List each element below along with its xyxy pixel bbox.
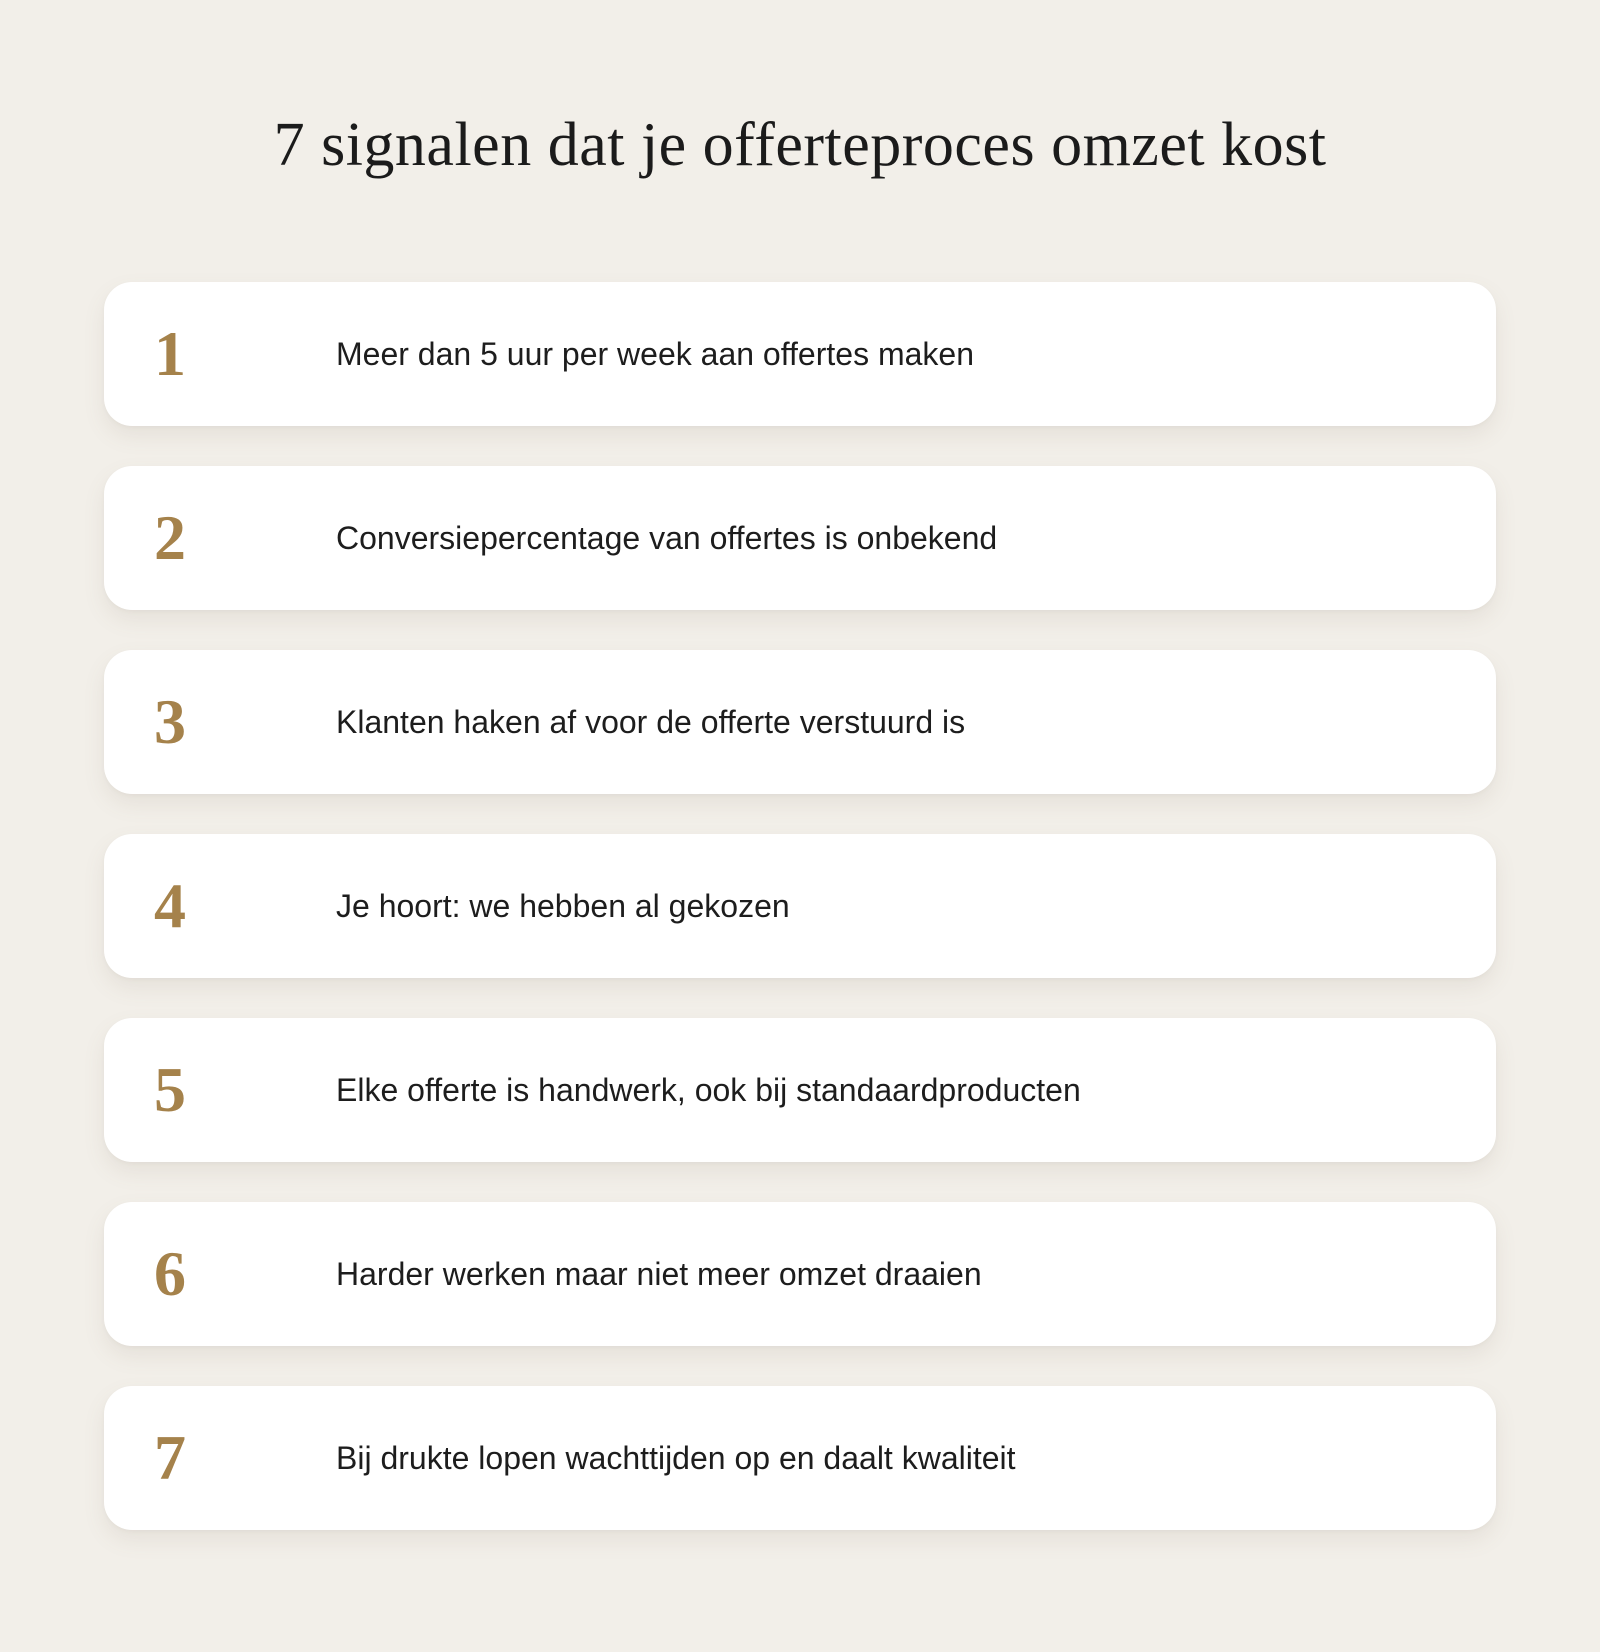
signal-card-6: [104, 1202, 1496, 1346]
signal-label: Meer dan 5 uur per week aan offertes maken: [336, 336, 974, 373]
page-title: 7 signalen dat je offerteproces omzet kost: [273, 111, 1327, 179]
signal-label: Elke offerte is handwerk, ook bij standaardproducten: [336, 1072, 1081, 1109]
signal-number: 2: [154, 502, 186, 574]
signal-label: Harder werken maar niet meer omzet draaien: [336, 1256, 982, 1293]
signal-label: Je hoort: we hebben al gekozen: [336, 888, 790, 925]
signal-card-4: [104, 834, 1496, 978]
signal-number: 7: [154, 1422, 186, 1494]
signal-number: 5: [154, 1054, 186, 1126]
signal-card-5: [104, 1018, 1496, 1162]
signal-label: Conversiepercentage van offertes is onbekend: [336, 520, 998, 557]
signal-list: [104, 282, 1496, 1530]
signal-number: 1: [154, 318, 186, 390]
signal-card-1: [104, 282, 1496, 426]
signal-card-7: [104, 1386, 1496, 1530]
signal-label: Klanten haken af voor de offerte verstuurd is: [336, 704, 966, 741]
signal-card-2: [104, 466, 1496, 610]
signal-card-3: [104, 650, 1496, 794]
signal-number: 6: [154, 1238, 186, 1310]
signal-number: 4: [154, 870, 186, 942]
signal-label: Bij drukte lopen wachttijden op en daalt kwaliteit: [336, 1440, 1016, 1477]
signal-number: 3: [154, 686, 186, 758]
